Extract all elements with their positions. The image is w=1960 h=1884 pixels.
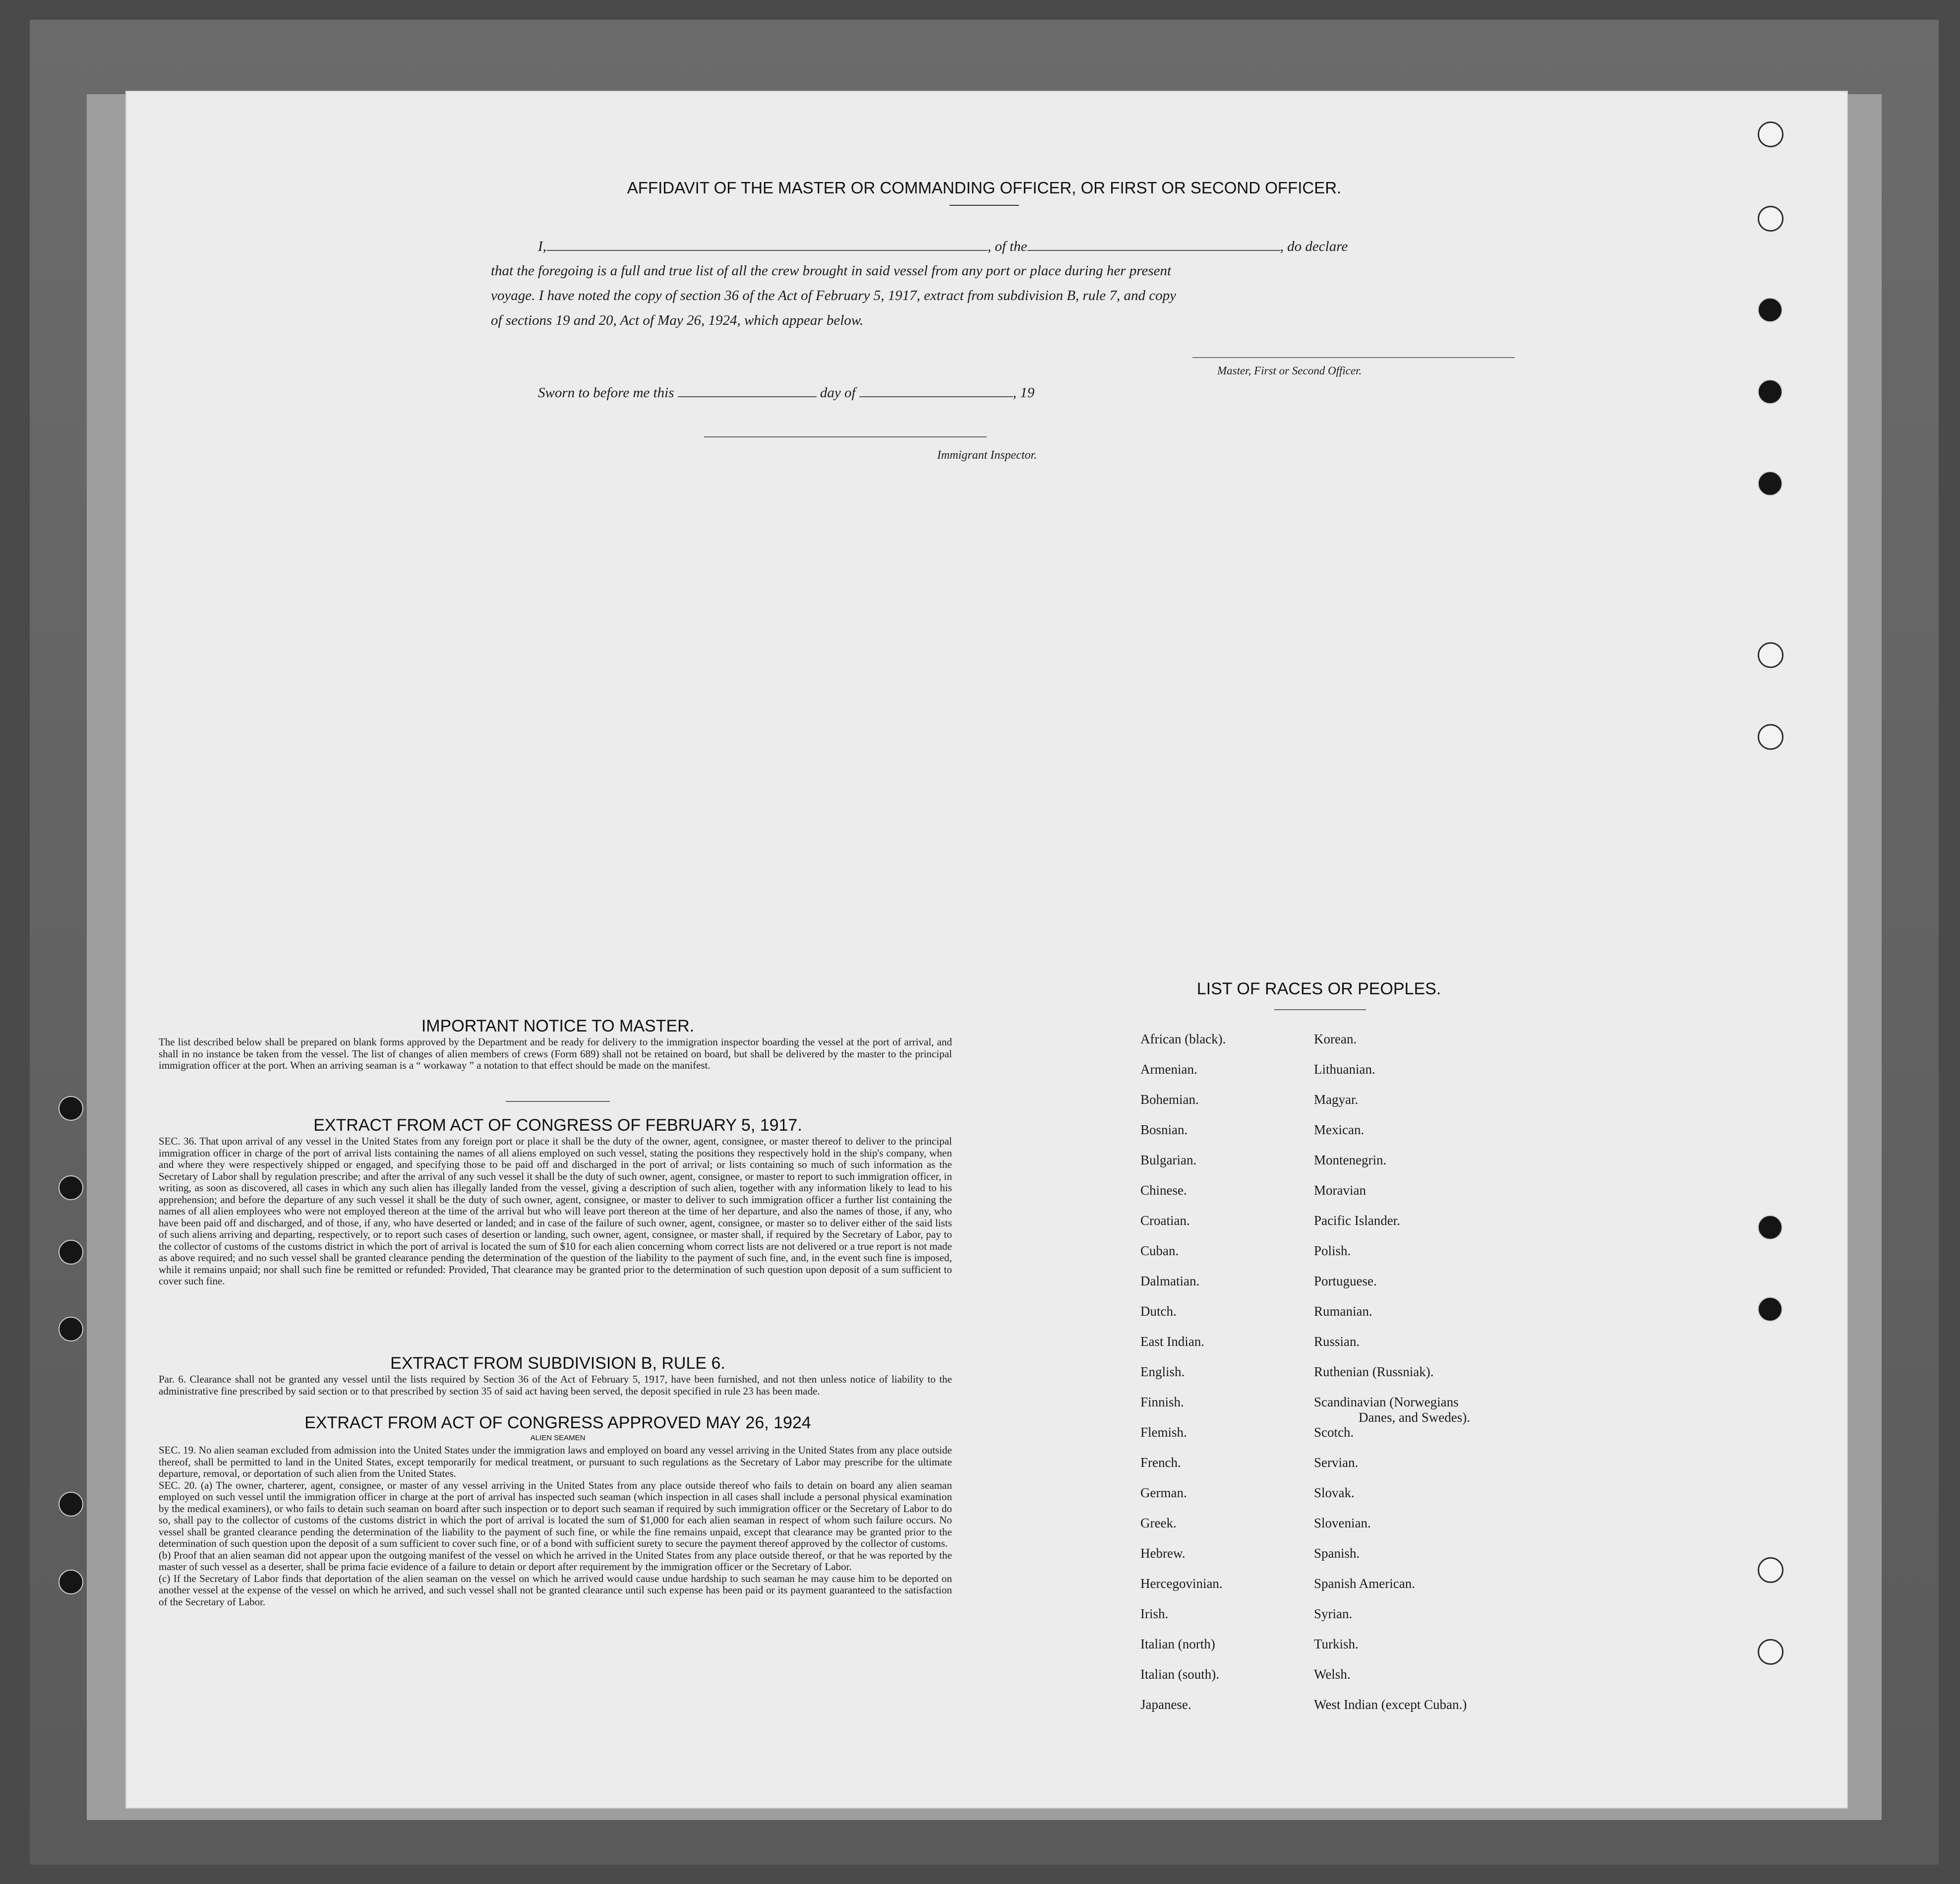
declaration-line-4: of sections 19 and 20, Act of May 26, 1924, which appear below. [491,312,864,328]
race-item: Pacific Islander. [1314,1213,1400,1228]
race-item: African (black). [1140,1032,1226,1046]
inspector-label: Immigrant Inspector. [937,449,1037,462]
race-item: Dalmatian. [1140,1274,1200,1288]
race-item: Korean. [1314,1032,1357,1046]
race-item: Russian. [1314,1334,1360,1349]
declaration-line-2: that the foregoing is a full and true list of all the crew brought in said vessel from any port or place during her present [491,263,1172,279]
declaration-line-1 [538,238,1348,255]
notice-body: The list described below shall be prepared on blank forms approved by the Department and be ready for delivery to the immigration inspector boarding the vessel at the port of arrival, and shall in no instance be taken from the vessel. The list of changes of alien members of crews (Form 689) shall not be retained on board, but shall be delivered by the master to the principal immigration officer at the port. When an arriving seaman is a “ workaway ” a notation to that effect should be made on the manifest. [159,1036,952,1071]
sec-20c: (c) If the Secretary of Labor finds that deportation of the alien seaman on the vessel on which he arrived would cause undue hardship to such seaman he may cause him to be deported on another vessel at the expense of the vessel on which he arrived, and such vessel shall not be granted clearance until such expense has been paid or its payment guaranteed to the satisfaction of the Secretary of Labor. [159,1572,952,1608]
race-item: Scandinavian (Norwegians [1314,1395,1459,1409]
punch-hole [1758,724,1783,750]
race-item: Portuguese. [1314,1274,1377,1288]
punch-hole [1758,298,1782,322]
race-item: Greek. [1140,1516,1177,1530]
binder-hole [59,1175,83,1200]
punch-hole [1758,1215,1782,1240]
name-field[interactable] [546,238,988,251]
extract-1924-body [159,1445,952,1608]
race-item: Spanish American. [1314,1576,1415,1591]
sec-20b: (b) Proof that an alien seaman did not appear upon the outgoing manifest of the vessel on which he arrived in the United States from any place outside thereof, or that he was reported by the master of such vessel as a deserter, shall be prima facie evidence of a failure to detain or deport after requirement by the immigration officer or the Secretary of Labor. [159,1549,952,1573]
manifest-sheet [126,92,1847,1808]
vessel-field[interactable] [1027,238,1280,251]
sworn-label: Sworn to before me this [538,385,674,401]
extract-1924-subtitle: ALIEN SEAMEN [530,1434,586,1442]
race-item: Rumanian. [1314,1304,1372,1319]
race-item: Chinese. [1140,1183,1187,1198]
race-item: Turkish. [1314,1637,1359,1651]
extract-rule6-title: EXTRACT FROM SUBDIVISION B, RULE 6. [390,1354,725,1373]
of-the-label: , of the [987,239,1027,254]
do-declare-label: , do declare [1280,239,1348,254]
race-item: Flemish. [1140,1425,1187,1440]
sworn-day-field[interactable] [678,384,817,397]
sworn-month-field[interactable] [859,384,1013,397]
title-underline [950,205,1019,206]
affidavit-title: AFFIDAVIT OF THE MASTER OR COMMANDING OFFICER, OR FIRST OR SECOND OFFICER. [627,179,1342,197]
year-label: , 19 [1012,385,1035,401]
sworn-line [538,384,1034,401]
race-item: Cuban. [1140,1243,1179,1258]
races-title: LIST OF RACES OR PEOPLES. [1196,979,1441,998]
binder-hole [59,1317,83,1341]
punch-hole [1758,1297,1782,1322]
race-item: Italian (north) [1140,1637,1215,1651]
race-item: English. [1140,1364,1185,1379]
race-item: Montenegrin. [1314,1153,1387,1167]
race-item: Polish. [1314,1243,1351,1258]
race-item: Magyar. [1314,1092,1359,1107]
race-item: Slovak. [1314,1485,1355,1500]
punch-hole [1758,1557,1783,1583]
binder-hole [59,1570,83,1594]
day-of-label: day of [820,385,856,401]
race-item: Ruthenian (Russniak). [1314,1364,1434,1379]
race-item: Syrian. [1314,1606,1353,1621]
binder-hole [59,1096,83,1121]
race-item: Welsh. [1314,1667,1351,1682]
binder-hole [59,1492,83,1517]
race-item: Bosnian. [1140,1122,1188,1137]
race-item: Slovenian. [1314,1516,1371,1530]
master-signature-label: Master, First or Second Officer. [1217,365,1362,377]
race-item: Scotch. [1314,1425,1354,1440]
declaration-line-3: voyage. I have noted the copy of section 36 of the Act of February 5, 1917, extract from subdivision B, rule 7, and copy [491,288,1177,304]
notice-divider [506,1101,610,1102]
binder-hole [59,1240,83,1265]
race-item: Dutch. [1140,1304,1177,1319]
race-item: Bohemian. [1140,1092,1199,1107]
race-item: Mexican. [1314,1122,1365,1137]
race-item: Irish. [1140,1606,1169,1621]
race-item: Servian. [1314,1455,1359,1470]
races-underline [1274,1009,1366,1010]
extract-1917-title: EXTRACT FROM ACT OF CONGRESS OF FEBRUARY 5, 1917. [313,1116,802,1135]
master-signature-line[interactable] [1192,357,1515,358]
race-item: Lithuanian. [1314,1062,1375,1077]
punch-hole [1758,642,1783,668]
punch-hole [1758,1639,1783,1665]
race-item: West Indian (except Cuban.) [1314,1697,1467,1712]
race-item: Spanish. [1314,1546,1360,1561]
race-item: German. [1140,1485,1187,1500]
race-item: Japanese. [1140,1697,1191,1712]
race-item: Croatian. [1140,1213,1190,1228]
sec-19: SEC. 19. No alien seaman excluded from admission into the United States under the immigration laws and employed on board any vessel arriving in the United States from any place outside thereof, shall be permitted to land in the United States, except temporarily for medical treatment, or pursuant to such regulations as the Secretary of Labor may prescribe for the ultimate departure, removal, or deportation of such alien from the United States. [159,1444,952,1479]
inspector-signature-line[interactable] [704,436,987,437]
extract-1924-title: EXTRACT FROM ACT OF CONGRESS APPROVED MAY 26, 1924 [304,1413,811,1432]
race-item: East Indian. [1140,1334,1204,1349]
race-item: Hebrew. [1140,1546,1186,1561]
i-label: I, [538,239,546,254]
extract-1917-body: SEC. 36. That upon arrival of any vessel in the United States from any foreign port or place it shall be the duty of the owner, agent, consignee, or master thereof to deliver to the principal immigration officer in charge of the port of arrival lists containing the names of all aliens employed on such vessel, stating the positions they respectively hold in the ship's company, when and where they were respectively shipped or engaged, and specifying those to be paid off and discharged in the port of arrival; or lists containing so much of such information as the Secretary of Labor shall by regulation prescribe; and after the arrival of any such vessel it shall be the duty of such owner, agent, consignee, or master to report to such immigration officer, in writing, as soon as discovered, all cases in which any such alien has illegally landed from the vessel, giving a description of such alien, together with any information likely to lead to his apprehension; and before the departure of any such vessel it shall be the duty of such owner, agent, consignee, or master to deliver to such immigration officer a further list containing the names of all alien employees who were not employed thereon at the time of the arrival but who will leave port thereon at the time of her departure, and also the names of those, if any, who have been paid off and discharged, and of those, if any, who have deserted or landed; and in case of the failure of such owner, agent, consignee, or master so to deliver either of the said lists of such aliens arriving and departing, respectively, or to report such cases of desertion or landing, such owner, agent, consignee, or master shall, if required by the Secretary of Labor, pay to the collector of customs of the customs district in which the port of arrival is located the sum of $10 for each alien concerning whom correct lists are not delivered or a true report is not made as above required; and no such vessel shall be granted clearance pending the determination of the question of the liability to the payment of such fine, and, in the event such fine is imposed, while it remains unpaid; nor shall such fine be remitted or refunded: Provided, That clearance may be granted prior to the determination of such question upon deposit of a sum sufficient to cover such fine. [159,1135,952,1287]
punch-hole [1758,471,1782,496]
race-item: Hercegovinian. [1140,1576,1223,1591]
punch-hole [1758,379,1782,404]
sec-20a: SEC. 20. (a) The owner, charterer, agent, consignee, or master of any vessel arriving in the United States from any place outside thereof who fails to detain on board any alien seaman employed on such vessel until the immigration officer in charge at the port of arrival has inspected such seaman (which inspection in all cases shall include a personal physical examination by the medical examiners), or who fails to detain such seaman on board after such inspection or to deport such seaman if required by such immigration officer or the Secretary of Labor to do so, shall pay to the collector of customs of the customs district in which the port of arrival is located the sum of $1,000 for each alien seaman in respect of whom such failure occurs. No vessel shall be granted clearance pending the determination of the liability to the payment of such fine, or while the fine remains unpaid, except that clearance may be granted prior to the determination of such question upon the deposit of a sum sufficient to cover such fine, or of a bond with sufficient surety to secure the payment thereof approved by the collector of customs. [159,1479,952,1549]
race-item: Italian (south). [1140,1667,1219,1682]
race-item: Armenian. [1140,1062,1197,1077]
race-item: French. [1140,1455,1181,1470]
race-item: Bulgarian. [1140,1153,1197,1167]
punch-hole [1758,122,1783,147]
notice-title: IMPORTANT NOTICE TO MASTER. [421,1017,695,1035]
race-item: Moravian [1314,1183,1366,1198]
extract-rule6-body: Par. 6. Clearance shall not be granted any vessel until the lists required by Section 36 of the Act of February 5, 1917, have been furnished, and not then unless notice of liability to the administrative fine prescribed by said section or to that prescribed by section 35 of said act having been served, the deposit specified in rule 23 has been made. [159,1373,952,1397]
race-item: Finnish. [1140,1395,1184,1409]
punch-hole [1758,206,1783,232]
race-item-continued: Danes, and Swedes). [1359,1410,1470,1425]
